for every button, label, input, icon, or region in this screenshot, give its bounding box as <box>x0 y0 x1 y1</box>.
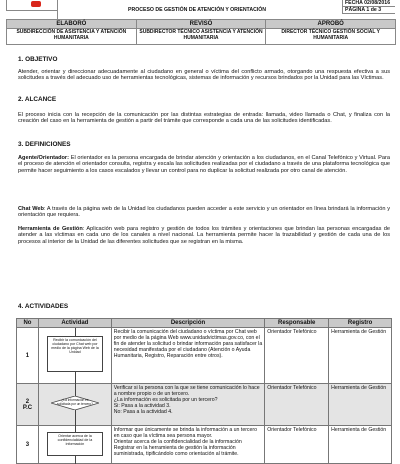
activity-description: Recibir la comunicación del ciudadano o víctima por Chat web por medio de la página Web www.unidadvictimas.gov.co, con el fin de atender la solicitud o brindar información para satisfacer la necesidad manifestada por el ciudadano (Atención o Ayuda Humanitaria, Registro, Reparación entre otros). <box>111 328 265 384</box>
definition-agente-text: El orientador es la persona encargada de brindar atención y orientación a los ciudadanos, en el Canal Telefónico y Virtual. Para el proceso de atención el orientador consulta, registra y escala las solicitudes realizadas por el ciudadano a través de una plataforma tecnológica que permite hacer seguimiento a los casos escalados y llevar un control para no duplicar la solicitud realizada por otro canal de atención. <box>18 155 390 174</box>
section-objetivo-title: 1. OBJETIVO <box>18 56 58 63</box>
activities-header-row <box>17 319 392 328</box>
definition-herramienta-term: Herramienta de Gestión <box>18 226 83 232</box>
section-alcance-title: 2. ALCANCE <box>18 96 57 103</box>
reviso-value: SUBDIRECTOR TÉCNICO ASISTENCIA Y ATENCIÓN HUMANITARIA <box>139 29 263 41</box>
table-row <box>17 426 392 464</box>
header-descripcion: Descripción <box>111 319 265 328</box>
approvals-table <box>6 19 396 45</box>
flow-process-box: Orientar acerca de la confidencialidad de la información <box>47 432 103 456</box>
activity-record: Herramienta de Gestión <box>329 384 392 426</box>
elaboro-label: ELABORÓ <box>7 20 136 29</box>
header-responsable: Responsable <box>265 319 329 328</box>
elaboro-column <box>7 20 137 44</box>
activity-responsible: Orientador Telefónico <box>265 426 329 464</box>
flow-process-box: Recibir la comunicación del ciudadano por Chat web por medio de la página Web de la Unidad <box>47 336 103 372</box>
activities-table <box>16 318 392 464</box>
activity-number: 2 P.C <box>17 384 39 426</box>
table-row <box>17 384 392 426</box>
activity-responsible: Orientador Telefónico <box>265 328 329 384</box>
page-number: PÁGINA 1 de 3 <box>343 7 395 14</box>
activity-description: Verificar si la persona con la que se tiene comunicación lo hace a nombre propio o de un tercero. ¿La información es solicitada por un tercero? Si: Pasa a la actividad 3. No: Pasa a la actividad 4. <box>111 384 265 426</box>
activity-responsible: Orientador Telefónico <box>265 384 329 426</box>
aprobo-label: APROBÓ <box>266 20 395 29</box>
header-actividad: Actividad <box>38 319 111 328</box>
definition-chat-web <box>18 206 390 219</box>
elaboro-value: SUBDIRECCIÓN DE ASISTENCIA Y ATENCIÓN HUMANITARIA <box>16 29 127 41</box>
definition-herramienta-text: : Aplicación web para registro y gestión de todos los trámites y orientaciones que brindan las personas encargadas de atender a las víctimas en cada uno de los canales a nivel nacional. La herramienta permite hacer la trazabilidad y gestión de cada una de los procesos al interior de la Unidad de las diferentes solicitudes que se registran en la misma. <box>18 226 390 245</box>
decision-label: ¿La información es solicitada por un tercero? <box>57 398 93 406</box>
aprobo-column <box>266 20 395 44</box>
table-row <box>17 328 392 384</box>
alcance-text: El proceso inicia con la recepción de la comunicación por las distintas estrategias de entrada: llamada, video llamada o Chat, y finaliza con la creación del caso en la herramienta de gestión a partir del trámite que corresponde a cada una de las solicitudes identificadas. <box>18 112 390 125</box>
aprobo-value: DIRECTOR TÉCNICO GESTIÓN SOCIAL Y HUMANITARIA <box>281 29 380 41</box>
section-definiciones-title: 3. DEFINICIONES <box>18 141 71 148</box>
definition-chat-web-text: : A través de la página web de la Unidad los ciudadanos pueden acceder a este servicio y un orientador en línea brindará la información y orientación que requiera. <box>18 206 390 219</box>
header-no: No <box>17 319 39 328</box>
definition-agente <box>18 155 390 174</box>
activity-record: Herramienta de Gestión <box>329 328 392 384</box>
activity-flow-cell <box>38 426 111 464</box>
definition-herramienta <box>18 226 390 245</box>
header-registro: Registro <box>329 319 392 328</box>
definition-chat-web-term: Chat Web <box>18 206 44 212</box>
document-meta <box>342 0 395 14</box>
activity-record: Herramienta de Gestión <box>329 426 392 464</box>
objetivo-text: Atender, orientar y direccionar adecuadamente al ciudadano en general o víctima del conflicto armado, otorgando una respuesta efectiva a sus solicitudes a través del adecuado uso de herramientas tecnológicas, sistemas de información y recursos brindados por la Unidad para las Víctimas. <box>18 69 390 82</box>
document-date: FECHA 02/08/2016 <box>343 0 395 7</box>
section-actividades-title: 4. ACTIVIDADES <box>18 303 69 310</box>
unit-logo-icon <box>31 1 41 7</box>
definition-agente-term: Agente/Orientador: <box>18 155 69 161</box>
activity-number: 1 <box>17 328 39 384</box>
activity-flow-cell <box>38 328 111 384</box>
activity-number: 3 <box>17 426 39 464</box>
activity-description: Informar que únicamente se brinda la información a un tercero en caso que la víctima sea persona mayor. Orientar acerca de la confidencialidad de la información Registrar en la herramienta de gestión la información suministrada, tipificándolo como orientación al trámite. <box>111 426 265 464</box>
document-header <box>6 0 394 44</box>
reviso-column <box>137 20 267 44</box>
process-title: PROCESO DE GESTIÓN DE ATENCIÓN Y ORIENTACIÓN <box>57 0 342 19</box>
activity-flow-cell <box>38 384 111 426</box>
reviso-label: REVISÓ <box>137 20 266 29</box>
logo-cell <box>6 0 58 11</box>
document-page <box>6 0 394 457</box>
